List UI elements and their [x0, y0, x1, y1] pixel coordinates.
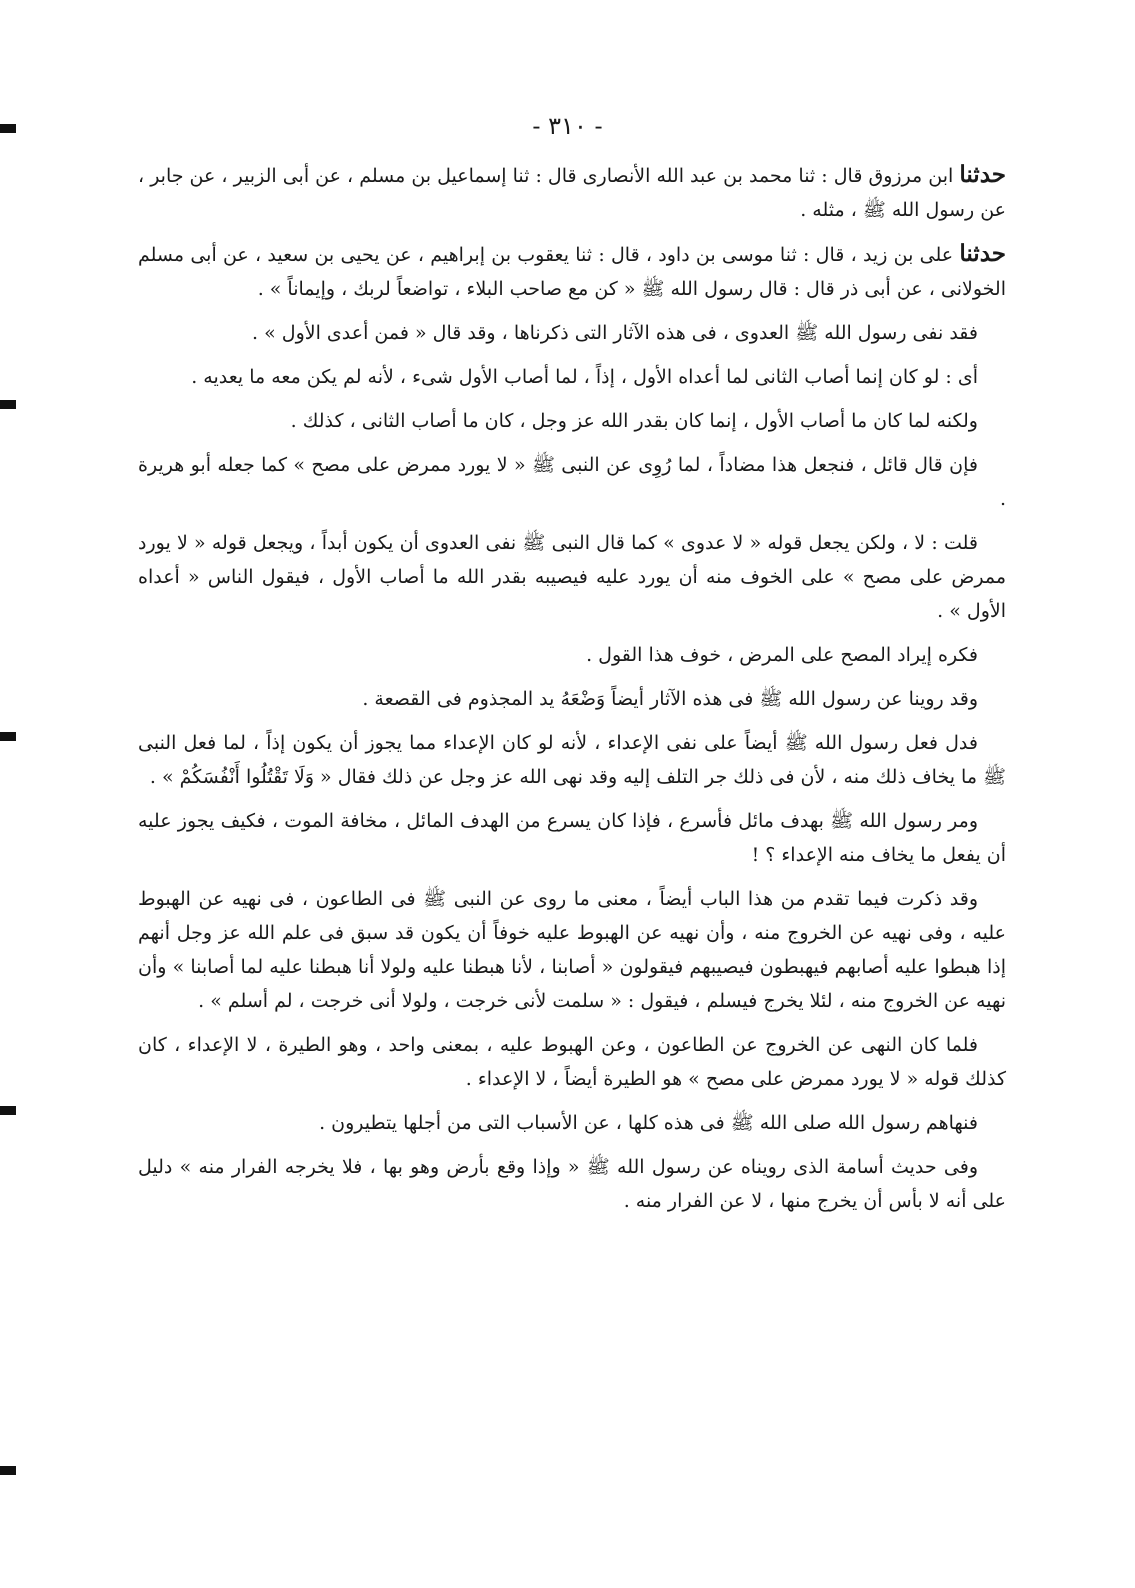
page-number: - ٣١٠ - [532, 112, 603, 140]
paragraph-text: فقد نفى رسول الله ﷺ العدوى ، فى هذه الآثار التى ذكرناها ، وقد قال « فمن أعدى الأول » . [252, 322, 978, 344]
paragraph-text: أى : لو كان إنما أصاب الثانى لما أعداه الأول ، إذاً ، لما أصاب الأول شىء ، لأنه لم يكن معه ما يعديه . [191, 366, 978, 388]
paragraph [138, 682, 1006, 716]
paragraph [138, 404, 1006, 438]
paragraph-text: فنهاهم رسول الله صلى الله ﷺ فى هذه كلها ، عن الأسباب التى من أجلها يتطيرون . [319, 1112, 978, 1134]
paragraph [138, 237, 1006, 306]
paragraph [138, 448, 1006, 516]
paragraph-lead-word: حدثنا [959, 161, 1006, 188]
paragraph [138, 360, 1006, 394]
paragraph [138, 804, 1006, 872]
paragraph-text: ولكنه لما كان ما أصاب الأول ، إنما كان بقدر الله عز وجل ، كان ما أصاب الثانى ، كذلك . [290, 410, 978, 432]
binding-mark [0, 400, 16, 409]
binding-mark [0, 732, 16, 741]
paragraph-text: فدل فعل رسول الله ﷺ أيضاً على نفى الإعداء ، لأنه لو كان الإعداء مما يجوز أن يكون إذاً ، لما فعل النبى ﷺ ما يخاف ذلك منه ، لأن فى ذلك جر التلف إليه وقد نهى الله عز وجل عن ذلك فقال « وَلَا تَقْتُلُوا أَنْفُسَكُمْ » . [138, 732, 1006, 788]
paragraph [138, 1106, 1006, 1140]
paragraph [138, 316, 1006, 350]
paragraph-lead-word: حدثنا [959, 240, 1006, 267]
binding-mark [0, 1106, 16, 1115]
paragraph-text: فلما كان النهى عن الخروج عن الطاعون ، وعن الهبوط عليه ، بمعنى واحد ، وهو الطيرة ، لا الإعداء ، كان كذلك قوله « لا يورد ممرض على مصح » هو الطيرة أيضاً ، لا الإعداء . [138, 1034, 1006, 1090]
paragraph [138, 526, 1006, 628]
binding-mark [0, 1466, 16, 1475]
paragraph-text: قلت : لا ، ولكن يجعل قوله « لا عدوى » كما قال النبى ﷺ نفى العدوى أن يكون أبداً ، ويجعل قوله « لا يورد ممرض على مصح » على الخوف منه أن يورد عليه فيصيبه بقدر الله ما أصاب الأول ، فيقول الناس « أعداه الأول » . [138, 532, 1006, 622]
paragraph-text: ابن مرزوق قال : ثنا محمد بن عبد الله الأنصارى قال : ثنا إسماعيل بن مسلم ، عن أبى الزبير ، عن جابر ، عن رسول الله ﷺ ، مثله . [138, 165, 1006, 221]
paragraph-text: وفى حديث أسامة الذى رويناه عن رسول الله ﷺ « وإذا وقع بأرض وهو بها ، فلا يخرجه الفرار منه » دليل على أنه لا بأس أن يخرج منها ، لا عن الفرار منه . [138, 1156, 1006, 1212]
paragraph-text: فإن قال قائل ، فنجعل هذا مضاداً ، لما رُوِى عن النبى ﷺ « لا يورد ممرض على مصح » كما جعله أبو هريرة . [138, 454, 1006, 510]
paragraph [138, 1150, 1006, 1218]
paragraph-text: فكره إيراد المصح على المرض ، خوف هذا القول . [586, 644, 978, 666]
paragraph [138, 726, 1006, 794]
paragraph-text: وقد روينا عن رسول الله ﷺ فى هذه الآثار أيضاً وَضْعَهُ يد المجذوم فى القصعة . [362, 688, 978, 710]
paragraph-text: ومر رسول الله ﷺ بهدف مائل فأسرع ، فإذا كان يسرع من الهدف المائل ، مخافة الموت ، فكيف يجوز عليه أن يفعل ما يخاف منه الإعداء ؟ ! [138, 810, 1006, 866]
paragraph [138, 158, 1006, 227]
paragraph [138, 1028, 1006, 1096]
paragraph-text: وقد ذكرت فيما تقدم من هذا الباب أيضاً ، معنى ما روى عن النبى ﷺ فى الطاعون ، فى نهيه عن الهبوط عليه ، وفى نهيه عن الخروج منه ، وأن نهيه عن الهبوط عليه خوفاً أن يكون قد سبق فى علم الله عز وجل أنهم إذا هبطوا عليه أصابهم فيهبطون فيصيبهم فيقولون « أصابنا ، لأنا هبطنا عليه ولولا أنا هبطنا عليه لما أصابنا » وأن نهيه عن الخروج منه ، لئلا يخرج فيسلم ، فيقول : « سلمت لأنى خرجت ، ولولا أنى خرجت ، لم أسلم » . [138, 888, 1006, 1012]
main-text [138, 158, 1006, 1228]
paragraph [138, 882, 1006, 1018]
paragraph-text: على بن زيد ، قال : ثنا موسى بن داود ، قال : ثنا يعقوب بن إبراهيم ، عن يحيى بن سعيد ، عن أبى مسلم الخولانى ، عن أبى ذر قال : قال رسول الله ﷺ « كن مع صاحب البلاء ، تواضعاً لربك ، وإيماناً » . [138, 244, 1006, 300]
paragraph [138, 638, 1006, 672]
